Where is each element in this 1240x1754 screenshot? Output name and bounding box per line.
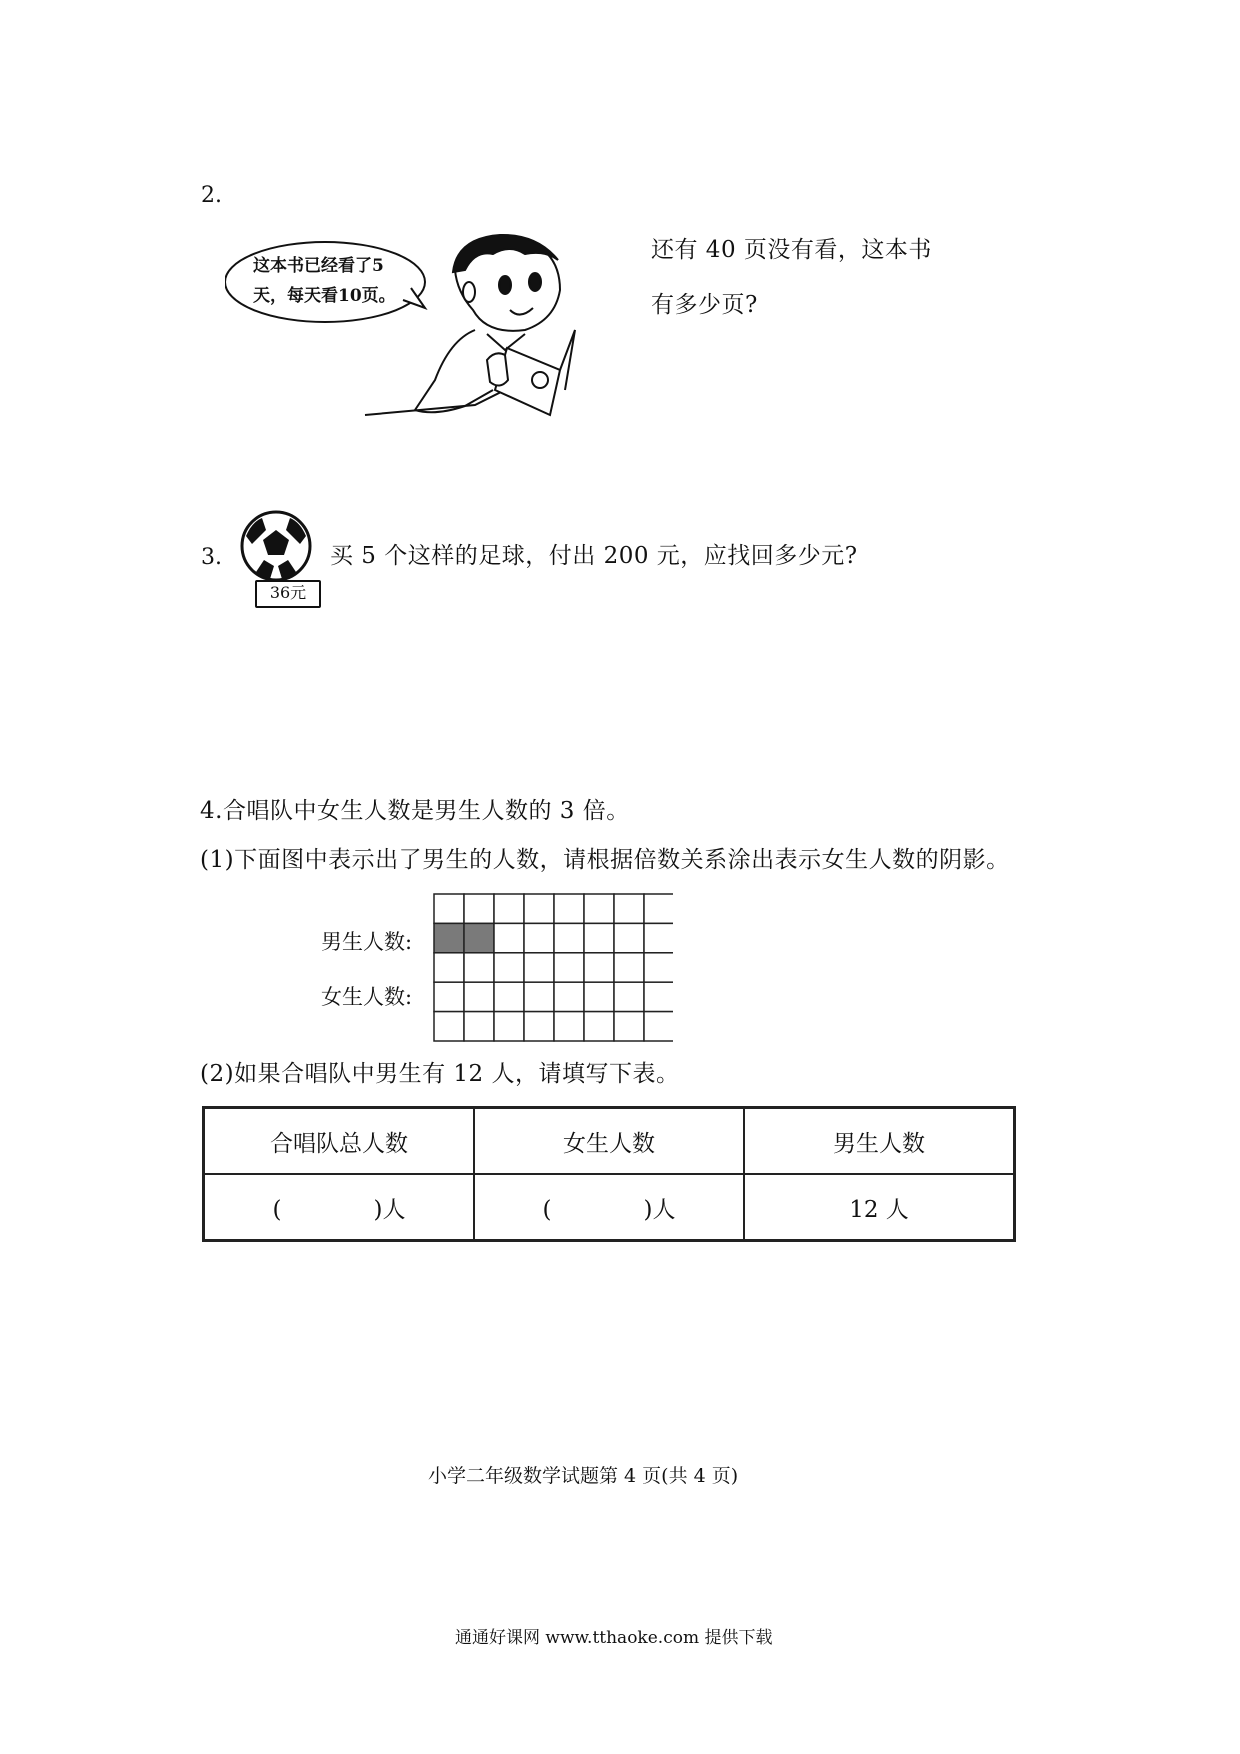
answer-table: [202, 1106, 1016, 1242]
boys-count-value: 12 人: [744, 1174, 1015, 1241]
price-tag-text: 36元: [269, 583, 307, 602]
table-header-row: [204, 1108, 1015, 1175]
table-header-total: 合唱队总人数: [204, 1108, 475, 1175]
grid-cell[interactable]: [584, 1012, 614, 1041]
grid-cell[interactable]: [644, 894, 673, 923]
question-3-number: 3.: [201, 545, 222, 570]
grid-cell[interactable]: [644, 982, 673, 1011]
grid-cell[interactable]: [554, 894, 584, 923]
speech-bubble-line-2: 天，每天看10页。: [253, 286, 396, 306]
grid-cell[interactable]: [554, 923, 584, 952]
grid-cell[interactable]: [434, 953, 464, 982]
grid-cell[interactable]: [464, 1012, 494, 1041]
boys-count-label: 男生人数:: [321, 930, 413, 954]
grid-cell[interactable]: [554, 982, 584, 1011]
grid-cell[interactable]: [524, 1012, 554, 1041]
grid-cell[interactable]: [554, 953, 584, 982]
grid-cell[interactable]: [494, 953, 524, 982]
girls-count-label: 女生人数:: [321, 985, 413, 1009]
speech-bubble-line-1: 这本书已经看了5: [253, 256, 384, 276]
table-header-girls: 女生人数: [474, 1108, 744, 1175]
grid-cell[interactable]: [644, 953, 673, 982]
question-2-number: 2.: [201, 183, 222, 208]
question-4-part-2: (2)如果合唱队中男生有 12 人，请填写下表。: [200, 1061, 680, 1087]
question-2-line-1: 还有 40 页没有看，这本书: [651, 237, 932, 263]
grid-cell[interactable]: [584, 953, 614, 982]
grid-cell[interactable]: [614, 923, 644, 952]
grid-cell[interactable]: [524, 982, 554, 1011]
grid-cell[interactable]: [464, 953, 494, 982]
grid-cell[interactable]: [584, 923, 614, 952]
grid-cell[interactable]: [554, 1012, 584, 1041]
grid-cell[interactable]: [524, 894, 554, 923]
grid-cell[interactable]: [494, 1012, 524, 1041]
grid-cell[interactable]: [584, 982, 614, 1011]
grid-cell[interactable]: [614, 1012, 644, 1041]
grid-cell[interactable]: [584, 894, 614, 923]
grid-cell[interactable]: [524, 953, 554, 982]
grid-cell[interactable]: [614, 894, 644, 923]
grid-cell[interactable]: [464, 982, 494, 1011]
grid-cell[interactable]: [434, 894, 464, 923]
grid-cell-shaded[interactable]: [464, 923, 494, 952]
grid-cell[interactable]: [464, 894, 494, 923]
total-count-blank[interactable]: ( )人: [204, 1174, 475, 1241]
soccer-ball-icon: [238, 508, 314, 584]
grid-cell[interactable]: [434, 982, 464, 1011]
table-value-row: [204, 1174, 1015, 1241]
watermark-text: 通通好课网 www.tthaoke.com 提供下载: [455, 1628, 773, 1648]
grid-cell-shaded[interactable]: [434, 923, 464, 952]
question-3-text: 买 5 个这样的足球，付出 200 元，应找回多少元?: [330, 543, 858, 569]
grid-cell[interactable]: [524, 923, 554, 952]
grid-cell[interactable]: [494, 894, 524, 923]
price-tag: [255, 580, 321, 608]
question-4-title: 4.合唱队中女生人数是男生人数的 3 倍。: [200, 798, 630, 824]
grid-cell[interactable]: [494, 982, 524, 1011]
grid-cell[interactable]: [494, 923, 524, 952]
page-footer: 小学二年级数学试题第 4 页(共 4 页): [428, 1465, 739, 1487]
grid-cell[interactable]: [614, 953, 644, 982]
question-4-part-1: (1)下面图中表示出了男生的人数，请根据倍数关系涂出表示女生人数的阴影。: [200, 847, 1010, 873]
grid-cell[interactable]: [434, 1012, 464, 1041]
grid-cell[interactable]: [644, 923, 673, 952]
grid-cell[interactable]: [614, 982, 644, 1011]
shading-grid: [433, 893, 673, 1043]
girls-count-blank[interactable]: ( )人: [474, 1174, 744, 1241]
grid-cell[interactable]: [644, 1012, 673, 1041]
question-2-line-2: 有多少页?: [651, 292, 758, 318]
table-header-boys: 男生人数: [744, 1108, 1015, 1175]
